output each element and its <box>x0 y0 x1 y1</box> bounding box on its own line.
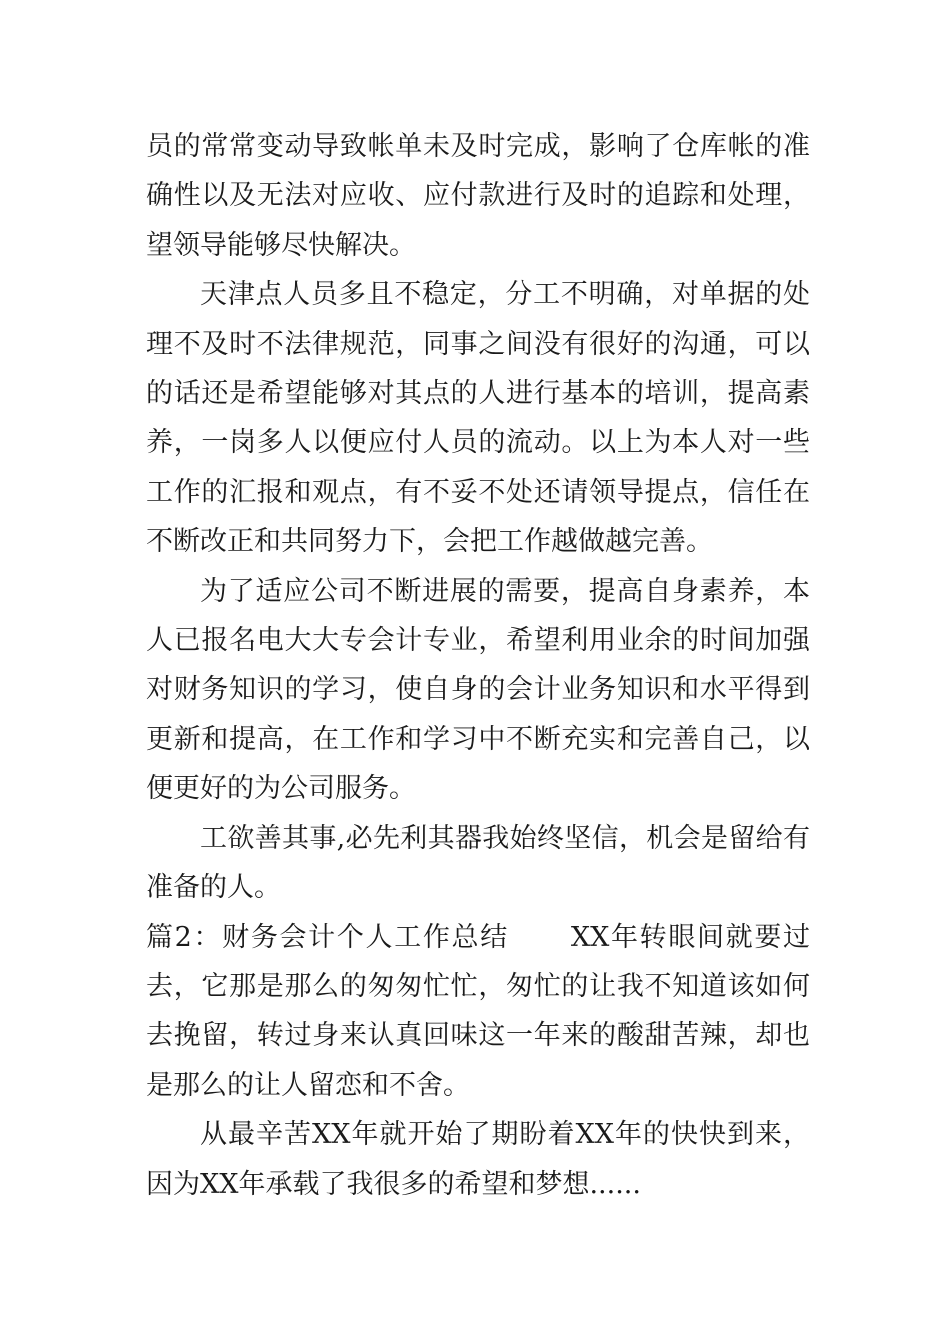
paragraph-tianjin: 天津点人员多且不稳定，分工不明确，对单据的处理不及时不法律规范，同事之间没有很好的沟通，可以的话还是希望能够对其点的人进行基本的培训，提高素养，一岗多人以便应付人员的流动。以上为本人对一些工作的汇报和观点，有不妥不处还请领导提点，信任在不断改正和共同努力下，会把工作越做越完善。 <box>146 279 810 558</box>
section-intro-text: XX年转眼间就要过去，它那是那么的匆匆忙忙，匆忙的让我不知道该如何去挽留，转过身来认真回味这一年来的酸甜苦辣，却也是那么的让人留恋和不舍。 <box>146 921 810 1101</box>
document-body <box>146 122 810 1209</box>
section-title: 篇2：财务会计个人工作总结 <box>146 921 509 953</box>
section-heading-paragraph <box>146 913 810 1111</box>
paragraph-study: 为了适应公司不断进展的需要，提高自身素养，本人已报名电大大专会计专业，希望利用业余的时间加强对财务知识的学习，使自身的会计业务知识和水平得到更新和提高，在工作和学习中不断充实和完善自己，以便更好的为公司服务。 <box>146 575 810 805</box>
paragraph-motto: 工欲善其事,必先利其器我始终坚信，机会是留给有准备的人。 <box>146 822 810 904</box>
paragraph-hope: 从最辛苦XX年就开始了期盼着XX年的快快到来，因为XX年承载了我很多的希望和梦想...... <box>146 1119 810 1200</box>
paragraph-continuation: 员的常常变动导致帐单未及时完成，影响了仓库帐的准确性以及无法对应收、应付款进行及时的追踪和处理，望领导能够尽快解决。 <box>146 131 810 261</box>
